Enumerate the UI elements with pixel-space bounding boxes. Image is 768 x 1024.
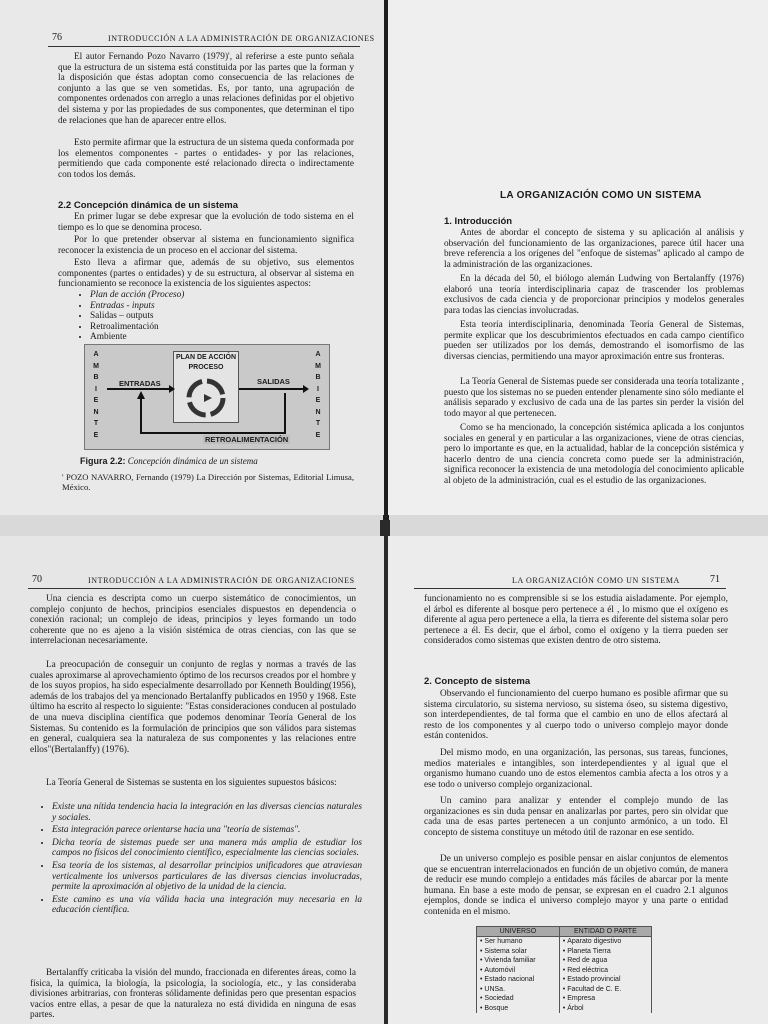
section-heading: 2.2 Concepción dinámica de un sistema [58, 200, 239, 211]
table-row [477, 947, 652, 957]
table-cell: • Aparato digestivo [559, 937, 651, 947]
paragraph: En la década del 50, el biólogo alemán Ludwing von Bertalanffy (1976) elaboró una teoría interdisciplinaria capaz de trascender los problemas exclusivos de cada ciencia y de proporcionar principios y modelos generales para todas las ciencias involucradas. [444, 274, 744, 316]
page-number: 71 [710, 574, 720, 585]
environment-letter: N [93, 408, 99, 416]
paragraph: Observando el funcionamiento del cuerpo humano es posible afirmar que su sistema circulatorio, su sistema nervioso, su sistema óseo, su sistema digestivo, son interdependientes, de tal forma que el cambio en uno de ellos afectará al resto de los componentes y al cuerpo todo o universo complejo mayor donde están contenidos. [424, 689, 728, 742]
header-rule [414, 588, 726, 589]
running-header: LA ORGANIZACIÓN COMO UN SISTEMA [512, 576, 680, 585]
flow-arrows [85, 345, 329, 449]
paragraph: La Teoría General de Sistemas puede ser considerada una teoría totalizante , puesto que los sistemas no se pueden entender plenamente sino sólo mediante el análisis separado y exclusivo de cada una de las partes sin perder la visión del todo mayor al que pertenecen. [444, 377, 744, 419]
environment-letter: E [315, 431, 321, 439]
table-row [477, 1004, 652, 1014]
environment-letter: I [95, 385, 97, 393]
universe-entity-table [476, 926, 652, 1013]
assumptions-list [36, 802, 362, 918]
paragraph: Una ciencia es descripta como un cuerpo sistemático de conocimientos, un complejo conjunto de hechos, principios esenciales dispuestos en dependencia o conexión racional; un complejo de ideas, principios y leyes formando un todo coherente que no es ajeno a la visión sistémica de otras ciencias, con las que se interrelacionan necesariamente. [30, 594, 356, 647]
table-header: ENTIDAD O PARTE [559, 927, 651, 937]
table-cell: • Sistema solar [477, 947, 560, 957]
aspects-list [74, 290, 290, 343]
page-76 [0, 0, 384, 515]
table-row [477, 966, 652, 976]
table-cell: • Vivienda familiar [477, 956, 560, 966]
outputs-label: SALIDAS [257, 377, 290, 386]
header-rule [48, 46, 360, 47]
environment-letter: N [315, 408, 321, 416]
list-item: • Esa teoría de los sistemas, al desarrollar principios unificadores que atraviesan verticalmente los universos particulares de las diversas ciencias involucradas, permite la aproximación al objetivo de la unidad de la ciencia. [52, 861, 362, 893]
process-title: PLAN DE ACCIÓN [175, 354, 237, 361]
table-cell: • Facultad de C. E. [559, 985, 651, 995]
paragraph: Por lo que pretender observar al sistema en funcionamiento significa reconocer la existencia de un proceso en el accionar del sistema. [58, 235, 354, 256]
table-cell: • Bosque [477, 1004, 560, 1014]
system-diagram [84, 344, 330, 450]
list-item: • Este camino es una vía válida hacia una integración muy necesaria en la educación científica. [52, 895, 362, 916]
environment-letter: I [317, 385, 319, 393]
table-row [477, 985, 652, 995]
section-heading: 2. Concepto de sistema [424, 676, 531, 687]
figure-caption: Figura 2.2: Concepción dinámica de un sistema [80, 456, 258, 466]
table-cell: • Árbol [559, 1004, 651, 1014]
environment-letter: E [315, 397, 321, 404]
list-item: • Ambiente [90, 332, 290, 343]
page-number: 70 [32, 574, 42, 585]
list-item: • Entradas - inputs [90, 301, 290, 312]
table-row [477, 937, 652, 947]
paragraph: Antes de abordar el concepto de sistema y su aplicación al análisis y observación del funcionamiento de las organizaciones, parece útil hacer una breve referencia a los orígenes del "enfoque de sistemas" aplicado al campo de la administración de las organizaciones. [444, 228, 744, 270]
section-heading: 1. Introducción [444, 216, 513, 227]
page-organization-system [388, 0, 768, 515]
environment-letter: E [93, 431, 99, 439]
list-item: • Retroalimentación [90, 322, 290, 333]
inputs-label: ENTRADAS [119, 379, 161, 388]
chapter-title: LA ORGANIZACIÓN COMO UN SISTEMA [500, 190, 702, 201]
paragraph: Esta teoría interdisciplinaria, denominada Teoría General de Sistemas, permite explicar que los descubrimientos efectuados en cada campo científico pueden ser utilizados por los demás, demostrando el isomorfismo de las diversas ciencias, permitiendo una mayor aproximación entre sus fronteras. [444, 320, 744, 362]
environment-letter: M [315, 362, 321, 370]
table-header: UNIVERSO [477, 927, 560, 937]
list-item: • Dicha teoría de sistemas puede ser una manera más amplia de estudiar los campos no físicos del conocimiento científico, especialmente las ciencias sociales. [52, 838, 362, 859]
list-item: • Existe una nítida tendencia hacia la integración en las diversas ciencias naturales y sociales. [52, 802, 362, 823]
paragraph: En primer lugar se debe expresar que la evolución de todo sistema en el tiempo es lo que se denomina proceso. [58, 212, 354, 233]
environment-letter: M [93, 362, 99, 370]
table-cell: • Empresa [559, 994, 651, 1004]
list-item: • Salidas – outputs [90, 311, 290, 322]
table-cell: • Estado nacional [477, 975, 560, 985]
table-row [477, 994, 652, 1004]
paragraph: Esto permite afirmar que la estructura de un sistema queda conformada por los elementos componentes - partes o entidades- y por las relaciones, permitiendo que cada componente esté relacionado directa o indirectamente con todos los demás. [58, 138, 354, 180]
environment-letter: B [315, 374, 321, 381]
table-cell: • UNSa. [477, 985, 560, 995]
paragraph: Bertalanffy criticaba la visión del mundo, fraccionada en diferentes áreas, como la física, la química, la biología, la psicología, la sociología, etc., y las consideraba divisiones arbitrarias, con fronteras sólidamente definidas pero que presentan espacios vacíos entre ellas, a pesar de que la naturaleza no está dividida en ninguna de esas partes. [30, 968, 356, 1021]
table-cell: • Automóvil [477, 966, 560, 976]
paragraph: La preocupación de conseguir un conjunto de reglas y normas a través de las cuales aproximarse al aprovechamiento óptimo de los recursos creados por el hombre y de los suyos propios, ha sido especialmente desarrollado por Kenneth Boulding(1956), además de los trabajos del ya mencionado Bertalanffy publicados en 1950 y 1968. Este último ha escrito al respecto lo siguiente: "Estas consideraciones conducen al postulado de una nueva disciplina científica que podemos denominar Teoría General de los Sistemas. Su contenido es la formulación de principios que son válidos para sistemas en general, cualquiera sea la naturaleza de sus componentes y las relaciones entre ellos"(Bertalanffy) (1976). [30, 660, 356, 755]
paragraph: De un universo complejo es posible pensar en aislar conjuntos de elementos que se encuentran interrelacionados en función de un objetivo común, de manera de reducir ese mundo complejo a entidades más fáciles de abarcar por la mente humana. En base a este modo de pensar, se expresan en el cuadro 2.1 algunos ejemplos, donde se indica el universo complejo mayor y una parte o entidad contenida en el mismo. [424, 854, 728, 917]
table-cell: • Red de agua [559, 956, 651, 966]
table-row [477, 956, 652, 966]
paragraph: La Teoría General de Sistemas se sustenta en los siguientes supuestos básicos: [46, 778, 337, 788]
paragraph: funcionamiento no es comprensible si se los estudia aisladamente. Por ejemplo, el árbol es diferente al bosque pero pertenece a él , lo mismo que el oxígeno es diferente al agua pero pertenece a ella, la tierra es diferente del sistema solar pero pertenece a él. Es decir, que el árbol, como el oxígeno y la tierra pueden ser considerados como sistemas que existen dentro de otro sistema. [424, 594, 728, 647]
paragraph: Esto lleva a afirmar que, además de su objetivo, sus elementos componentes (partes o entidades) y de su estructura, al observar al sistema en funcionamiento se reconoce la existencia de los siguientes aspectos: [58, 258, 354, 290]
paragraph: Del mismo modo, en una organización, las personas, sus tareas, funciones, medios materiales e intangibles, son interdependientes y al igual que el organismo humano cuando uno de estos elementos cambia afecta a los otros y a ese todo o universo complejo organizacional. [424, 748, 728, 790]
table-cell: • Planeta Tierra [559, 947, 651, 957]
footnote: ' POZO NAVARRO, Fernando (1979) La Dirección por Sistemas, Editorial Limusa, México. [62, 472, 354, 492]
feedback-label: RETROALIMENTACIÓN [205, 435, 289, 444]
environment-letter: T [315, 420, 321, 427]
environment-letter: A [315, 351, 321, 358]
paragraph: El autor Fernando Pozo Navarro (1979)', al referirse a este punto señala que la estructura de un sistema está constituida por las partes que la forman y la disposición que éstas adoptan como consecuencia de las relaciones de conjunto a las que se ven sometidas. Es, por tanto, una agrupación de componentes ordenados con arreglo a unas relaciones definidas por el objetivo del sistema y por las propiedades de sus componentes, que determinan el tipo de relaciones que han de aparecer entre ellos. [58, 52, 354, 126]
list-item: • Plan de acción (Proceso) [90, 290, 290, 301]
environment-letter: A [93, 351, 99, 358]
table-cell: • Sociedad [477, 994, 560, 1004]
list-item: • Esta integración parece orientarse hacia una "teoría de sistemas". [52, 825, 362, 836]
running-header: INTRODUCCIÓN A LA ADMINISTRACIÓN DE ORGANIZACIONES [88, 576, 355, 585]
header-rule [28, 588, 356, 589]
paragraph: Un camino para analizar y entender el complejo mundo de las organizaciones es sin duda pensar en analizarlas por partes, pero sin olvidar que cada una de esas partes pertenecen a un conjunto armónico, a un todo. El concepto de sistema constituye un método útil de razonar en ese sentido. [424, 796, 728, 838]
table-cell: • Ser humano [477, 937, 560, 947]
table-cell: • Estado provincial [559, 975, 651, 985]
table-row [477, 975, 652, 985]
environment-letter: T [93, 420, 99, 427]
environment-letter: E [93, 397, 99, 404]
page-number: 76 [52, 32, 62, 43]
page-71 [388, 536, 768, 1024]
running-header: INTRODUCCIÓN A LA ADMINISTRACIÓN DE ORGANIZACIONES [108, 34, 375, 43]
environment-letter: B [93, 374, 99, 381]
process-subtitle: PROCESO [188, 364, 224, 371]
page-70 [0, 536, 384, 1024]
table-cell: • Red eléctrica [559, 966, 651, 976]
paragraph: Como se ha mencionado, la concepción sistémica aplicada a los conjuntos sociales en general y en particular a las organizaciones, viene de otras ciencias, pero lo importante es que, en la actualidad, hablar de la concepción sistémica y hacerlo dentro de una ciencia concreta como puede ser la administración, significa reconocer la existencia de una metodología del conocimiento aplicable al objeto de la administración, cual es el estudio de las organizaciones. [444, 423, 744, 486]
